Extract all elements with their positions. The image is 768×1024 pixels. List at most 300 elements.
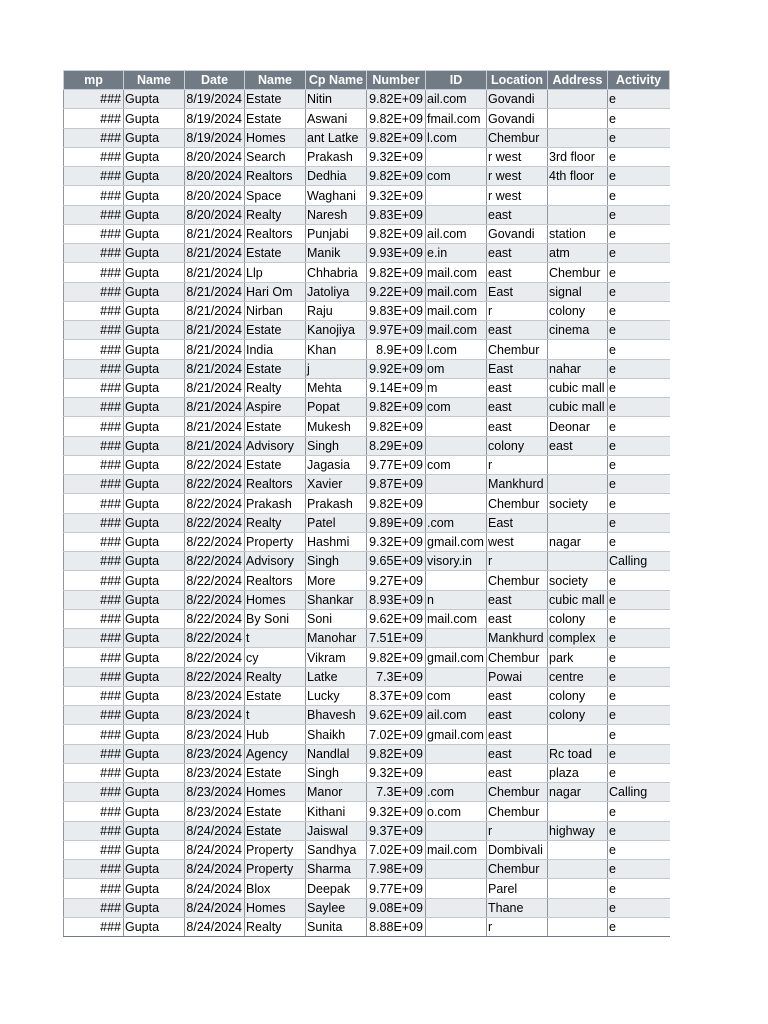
cp-name-cell[interactable]: Singh (306, 552, 367, 571)
cp-name-cell[interactable]: Shaikh (306, 725, 367, 744)
date-cell[interactable]: 8/19/2024 (185, 128, 245, 147)
date-cell[interactable]: 8/23/2024 (185, 744, 245, 763)
name-cell[interactable]: Gupta (124, 301, 185, 320)
emp-cell[interactable]: ### (64, 398, 124, 417)
number-cell[interactable]: 7.3E+09 (367, 667, 426, 686)
location-cell[interactable]: east (487, 590, 548, 609)
location-cell[interactable]: colony (487, 436, 548, 455)
company-name-cell[interactable]: Aspire (245, 398, 306, 417)
number-cell[interactable]: 9.97E+09 (367, 321, 426, 340)
company-name-cell[interactable]: Space (245, 186, 306, 205)
name-cell[interactable]: Gupta (124, 552, 185, 571)
emp-cell[interactable]: ### (64, 359, 124, 378)
emp-cell[interactable]: ### (64, 244, 124, 263)
company-name-cell[interactable]: Realtors (245, 224, 306, 243)
company-name-cell[interactable]: cy (245, 648, 306, 667)
cp-name-cell[interactable]: Raju (306, 301, 367, 320)
location-cell[interactable]: Govandi (487, 224, 548, 243)
activity-cell[interactable]: e (608, 436, 670, 455)
address-cell[interactable]: station (548, 224, 608, 243)
id-cell[interactable]: gmail.com (426, 648, 487, 667)
id-cell[interactable]: o.com (426, 802, 487, 821)
cp-name-cell[interactable]: Kanojiya (306, 321, 367, 340)
cp-name-cell[interactable]: Nitin (306, 90, 367, 109)
date-cell[interactable]: 8/22/2024 (185, 475, 245, 494)
address-cell[interactable]: 4th floor (548, 167, 608, 186)
name-cell[interactable]: Gupta (124, 128, 185, 147)
address-cell[interactable]: nagar (548, 783, 608, 802)
activity-cell[interactable]: e (608, 609, 670, 628)
number-cell[interactable]: 9.62E+09 (367, 706, 426, 725)
id-cell[interactable] (426, 879, 487, 898)
location-cell[interactable]: east (487, 321, 548, 340)
name-cell[interactable]: Gupta (124, 109, 185, 128)
activity-cell[interactable]: e (608, 686, 670, 705)
id-cell[interactable] (426, 629, 487, 648)
date-cell[interactable]: 8/24/2024 (185, 821, 245, 840)
emp-cell[interactable]: ### (64, 167, 124, 186)
date-cell[interactable]: 8/21/2024 (185, 263, 245, 282)
location-cell[interactable]: r (487, 455, 548, 474)
location-cell[interactable]: Chembur (487, 128, 548, 147)
cp-name-cell[interactable]: Latke (306, 667, 367, 686)
company-name-cell[interactable]: Agency (245, 744, 306, 763)
emp-cell[interactable]: ### (64, 186, 124, 205)
id-cell[interactable]: ail.com (426, 224, 487, 243)
activity-cell[interactable]: e (608, 186, 670, 205)
number-cell[interactable]: 7.3E+09 (367, 783, 426, 802)
activity-cell[interactable]: e (608, 725, 670, 744)
name-cell[interactable]: Gupta (124, 667, 185, 686)
activity-cell[interactable]: e (608, 455, 670, 474)
emp-cell[interactable]: ### (64, 205, 124, 224)
number-cell[interactable]: 9.83E+09 (367, 301, 426, 320)
name-cell[interactable]: Gupta (124, 475, 185, 494)
emp-cell[interactable]: ### (64, 648, 124, 667)
location-cell[interactable]: r west (487, 186, 548, 205)
company-name-cell[interactable]: Prakash (245, 494, 306, 513)
cp-name-cell[interactable]: Lucky (306, 686, 367, 705)
address-cell[interactable]: cubic mall (548, 378, 608, 397)
number-cell[interactable]: 8.29E+09 (367, 436, 426, 455)
company-name-cell[interactable]: Estate (245, 359, 306, 378)
address-cell[interactable] (548, 898, 608, 917)
number-cell[interactable]: 9.82E+09 (367, 494, 426, 513)
company-name-cell[interactable]: Hub (245, 725, 306, 744)
address-cell[interactable] (548, 128, 608, 147)
location-cell[interactable]: East (487, 359, 548, 378)
company-name-cell[interactable]: Advisory (245, 436, 306, 455)
date-cell[interactable]: 8/21/2024 (185, 224, 245, 243)
emp-cell[interactable]: ### (64, 436, 124, 455)
name-cell[interactable]: Gupta (124, 898, 185, 917)
company-name-cell[interactable]: Property (245, 840, 306, 859)
address-cell[interactable]: park (548, 648, 608, 667)
emp-cell[interactable]: ### (64, 725, 124, 744)
activity-cell[interactable]: e (608, 494, 670, 513)
address-cell[interactable]: Chembur (548, 263, 608, 282)
header-cell-cp-name[interactable]: Cp Name (306, 71, 367, 90)
address-cell[interactable]: signal (548, 282, 608, 301)
date-cell[interactable]: 8/22/2024 (185, 609, 245, 628)
company-name-cell[interactable]: By Soni (245, 609, 306, 628)
address-cell[interactable]: cinema (548, 321, 608, 340)
number-cell[interactable]: 7.51E+09 (367, 629, 426, 648)
id-cell[interactable]: .com (426, 783, 487, 802)
id-cell[interactable]: mail.com (426, 282, 487, 301)
activity-cell[interactable]: e (608, 244, 670, 263)
address-cell[interactable]: nagar (548, 532, 608, 551)
emp-cell[interactable]: ### (64, 282, 124, 301)
number-cell[interactable]: 8.37E+09 (367, 686, 426, 705)
cp-name-cell[interactable]: Sandhya (306, 840, 367, 859)
activity-cell[interactable]: e (608, 513, 670, 532)
id-cell[interactable]: m (426, 378, 487, 397)
name-cell[interactable]: Gupta (124, 244, 185, 263)
company-name-cell[interactable]: Estate (245, 417, 306, 436)
cp-name-cell[interactable]: Popat (306, 398, 367, 417)
company-name-cell[interactable]: Realty (245, 205, 306, 224)
date-cell[interactable]: 8/21/2024 (185, 282, 245, 301)
address-cell[interactable]: complex (548, 629, 608, 648)
cp-name-cell[interactable]: Hashmi (306, 532, 367, 551)
address-cell[interactable] (548, 552, 608, 571)
id-cell[interactable]: gmail.com (426, 725, 487, 744)
date-cell[interactable]: 8/24/2024 (185, 860, 245, 879)
number-cell[interactable]: 9.82E+09 (367, 417, 426, 436)
header-cell-location[interactable]: Location (487, 71, 548, 90)
header-cell-company-name[interactable]: Name (245, 71, 306, 90)
location-cell[interactable]: west (487, 532, 548, 551)
activity-cell[interactable]: e (608, 667, 670, 686)
date-cell[interactable]: 8/24/2024 (185, 917, 245, 936)
address-cell[interactable]: nahar (548, 359, 608, 378)
location-cell[interactable]: east (487, 725, 548, 744)
location-cell[interactable]: Govandi (487, 109, 548, 128)
number-cell[interactable]: 9.62E+09 (367, 609, 426, 628)
cp-name-cell[interactable]: Mukesh (306, 417, 367, 436)
number-cell[interactable]: 9.32E+09 (367, 802, 426, 821)
name-cell[interactable]: Gupta (124, 398, 185, 417)
id-cell[interactable]: com (426, 455, 487, 474)
activity-cell[interactable]: e (608, 398, 670, 417)
cp-name-cell[interactable]: Xavier (306, 475, 367, 494)
activity-cell[interactable]: e (608, 532, 670, 551)
id-cell[interactable]: visory.in (426, 552, 487, 571)
date-cell[interactable]: 8/24/2024 (185, 840, 245, 859)
company-name-cell[interactable]: Estate (245, 686, 306, 705)
emp-cell[interactable]: ### (64, 455, 124, 474)
number-cell[interactable]: 9.77E+09 (367, 879, 426, 898)
id-cell[interactable] (426, 667, 487, 686)
number-cell[interactable]: 9.65E+09 (367, 552, 426, 571)
address-cell[interactable] (548, 802, 608, 821)
number-cell[interactable]: 9.89E+09 (367, 513, 426, 532)
id-cell[interactable] (426, 917, 487, 936)
location-cell[interactable]: Chembur (487, 648, 548, 667)
header-cell-number[interactable]: Number (367, 71, 426, 90)
location-cell[interactable]: r west (487, 147, 548, 166)
id-cell[interactable] (426, 763, 487, 782)
name-cell[interactable]: Gupta (124, 917, 185, 936)
number-cell[interactable]: 9.82E+09 (367, 90, 426, 109)
name-cell[interactable]: Gupta (124, 686, 185, 705)
header-cell-id[interactable]: ID (426, 71, 487, 90)
activity-cell[interactable]: e (608, 744, 670, 763)
date-cell[interactable]: 8/23/2024 (185, 783, 245, 802)
company-name-cell[interactable]: Realty (245, 667, 306, 686)
number-cell[interactable]: 9.32E+09 (367, 186, 426, 205)
activity-cell[interactable]: e (608, 167, 670, 186)
id-cell[interactable]: gmail.com (426, 532, 487, 551)
activity-cell[interactable]: e (608, 648, 670, 667)
emp-cell[interactable]: ### (64, 860, 124, 879)
location-cell[interactable]: Parel (487, 879, 548, 898)
address-cell[interactable]: centre (548, 667, 608, 686)
activity-cell[interactable]: Calling (608, 783, 670, 802)
emp-cell[interactable]: ### (64, 629, 124, 648)
cp-name-cell[interactable]: Singh (306, 763, 367, 782)
id-cell[interactable] (426, 436, 487, 455)
emp-cell[interactable]: ### (64, 783, 124, 802)
address-cell[interactable]: east (548, 436, 608, 455)
id-cell[interactable]: e.in (426, 244, 487, 263)
company-name-cell[interactable]: Homes (245, 783, 306, 802)
date-cell[interactable]: 8/22/2024 (185, 552, 245, 571)
activity-cell[interactable]: e (608, 340, 670, 359)
number-cell[interactable]: 9.93E+09 (367, 244, 426, 263)
company-name-cell[interactable]: Advisory (245, 552, 306, 571)
emp-cell[interactable]: ### (64, 475, 124, 494)
activity-cell[interactable]: e (608, 109, 670, 128)
date-cell[interactable]: 8/23/2024 (185, 802, 245, 821)
company-name-cell[interactable]: Realty (245, 513, 306, 532)
id-cell[interactable] (426, 494, 487, 513)
date-cell[interactable]: 8/22/2024 (185, 648, 245, 667)
name-cell[interactable]: Gupta (124, 167, 185, 186)
id-cell[interactable]: l.com (426, 340, 487, 359)
location-cell[interactable]: Mankhurd (487, 629, 548, 648)
id-cell[interactable]: com (426, 167, 487, 186)
name-cell[interactable]: Gupta (124, 494, 185, 513)
name-cell[interactable]: Gupta (124, 378, 185, 397)
company-name-cell[interactable]: Search (245, 147, 306, 166)
name-cell[interactable]: Gupta (124, 359, 185, 378)
date-cell[interactable]: 8/20/2024 (185, 167, 245, 186)
company-name-cell[interactable]: Realtors (245, 167, 306, 186)
name-cell[interactable]: Gupta (124, 706, 185, 725)
id-cell[interactable] (426, 821, 487, 840)
activity-cell[interactable]: e (608, 571, 670, 590)
location-cell[interactable]: east (487, 378, 548, 397)
cp-name-cell[interactable]: Nandlal (306, 744, 367, 763)
number-cell[interactable]: 9.22E+09 (367, 282, 426, 301)
cp-name-cell[interactable]: Naresh (306, 205, 367, 224)
activity-cell[interactable]: e (608, 378, 670, 397)
company-name-cell[interactable]: Estate (245, 244, 306, 263)
emp-cell[interactable]: ### (64, 494, 124, 513)
id-cell[interactable]: mail.com (426, 840, 487, 859)
header-cell-address[interactable]: Address (548, 71, 608, 90)
location-cell[interactable]: r (487, 821, 548, 840)
location-cell[interactable]: Chembur (487, 340, 548, 359)
cp-name-cell[interactable]: Singh (306, 436, 367, 455)
date-cell[interactable]: 8/21/2024 (185, 378, 245, 397)
date-cell[interactable]: 8/21/2024 (185, 321, 245, 340)
cp-name-cell[interactable]: Soni (306, 609, 367, 628)
id-cell[interactable] (426, 186, 487, 205)
number-cell[interactable]: 9.83E+09 (367, 205, 426, 224)
emp-cell[interactable]: ### (64, 224, 124, 243)
emp-cell[interactable]: ### (64, 917, 124, 936)
number-cell[interactable]: 9.82E+09 (367, 224, 426, 243)
name-cell[interactable]: Gupta (124, 879, 185, 898)
activity-cell[interactable]: e (608, 590, 670, 609)
activity-cell[interactable]: e (608, 763, 670, 782)
date-cell[interactable]: 8/21/2024 (185, 340, 245, 359)
address-cell[interactable] (548, 205, 608, 224)
date-cell[interactable]: 8/23/2024 (185, 763, 245, 782)
activity-cell[interactable]: e (608, 840, 670, 859)
location-cell[interactable]: Govandi (487, 90, 548, 109)
name-cell[interactable]: Gupta (124, 90, 185, 109)
company-name-cell[interactable]: Estate (245, 763, 306, 782)
date-cell[interactable]: 8/22/2024 (185, 571, 245, 590)
company-name-cell[interactable]: Realty (245, 917, 306, 936)
company-name-cell[interactable]: Estate (245, 321, 306, 340)
id-cell[interactable]: fmail.com (426, 109, 487, 128)
number-cell[interactable]: 9.82E+09 (367, 167, 426, 186)
name-cell[interactable]: Gupta (124, 821, 185, 840)
location-cell[interactable]: Powai (487, 667, 548, 686)
id-cell[interactable] (426, 744, 487, 763)
address-cell[interactable] (548, 860, 608, 879)
company-name-cell[interactable]: India (245, 340, 306, 359)
number-cell[interactable]: 8.88E+09 (367, 917, 426, 936)
address-cell[interactable] (548, 455, 608, 474)
address-cell[interactable]: atm (548, 244, 608, 263)
name-cell[interactable]: Gupta (124, 763, 185, 782)
name-cell[interactable]: Gupta (124, 205, 185, 224)
company-name-cell[interactable]: Property (245, 860, 306, 879)
emp-cell[interactable]: ### (64, 840, 124, 859)
address-cell[interactable]: 3rd floor (548, 147, 608, 166)
id-cell[interactable]: om (426, 359, 487, 378)
emp-cell[interactable]: ### (64, 340, 124, 359)
company-name-cell[interactable]: Homes (245, 128, 306, 147)
address-cell[interactable] (548, 879, 608, 898)
emp-cell[interactable]: ### (64, 90, 124, 109)
activity-cell[interactable]: e (608, 321, 670, 340)
emp-cell[interactable]: ### (64, 513, 124, 532)
location-cell[interactable]: east (487, 417, 548, 436)
date-cell[interactable]: 8/21/2024 (185, 244, 245, 263)
location-cell[interactable]: east (487, 609, 548, 628)
cp-name-cell[interactable]: Manohar (306, 629, 367, 648)
name-cell[interactable]: Gupta (124, 744, 185, 763)
number-cell[interactable]: 9.82E+09 (367, 263, 426, 282)
company-name-cell[interactable]: Hari Om (245, 282, 306, 301)
name-cell[interactable]: Gupta (124, 513, 185, 532)
name-cell[interactable]: Gupta (124, 783, 185, 802)
cp-name-cell[interactable]: Vikram (306, 648, 367, 667)
id-cell[interactable]: mail.com (426, 609, 487, 628)
address-cell[interactable]: cubic mall (548, 398, 608, 417)
emp-cell[interactable]: ### (64, 571, 124, 590)
address-cell[interactable]: colony (548, 301, 608, 320)
date-cell[interactable]: 8/24/2024 (185, 898, 245, 917)
address-cell[interactable]: Deonar (548, 417, 608, 436)
number-cell[interactable]: 9.87E+09 (367, 475, 426, 494)
id-cell[interactable]: mail.com (426, 263, 487, 282)
company-name-cell[interactable]: Property (245, 532, 306, 551)
id-cell[interactable]: .com (426, 513, 487, 532)
cp-name-cell[interactable]: Chhabria (306, 263, 367, 282)
id-cell[interactable]: com (426, 686, 487, 705)
emp-cell[interactable]: ### (64, 609, 124, 628)
number-cell[interactable]: 7.02E+09 (367, 725, 426, 744)
location-cell[interactable]: East (487, 282, 548, 301)
emp-cell[interactable]: ### (64, 147, 124, 166)
name-cell[interactable]: Gupta (124, 147, 185, 166)
location-cell[interactable]: east (487, 763, 548, 782)
cp-name-cell[interactable]: Dedhia (306, 167, 367, 186)
number-cell[interactable]: 9.82E+09 (367, 109, 426, 128)
cp-name-cell[interactable]: Mehta (306, 378, 367, 397)
emp-cell[interactable]: ### (64, 417, 124, 436)
emp-cell[interactable]: ### (64, 763, 124, 782)
address-cell[interactable] (548, 917, 608, 936)
activity-cell[interactable]: e (608, 417, 670, 436)
name-cell[interactable]: Gupta (124, 340, 185, 359)
cp-name-cell[interactable]: Jagasia (306, 455, 367, 474)
emp-cell[interactable]: ### (64, 667, 124, 686)
number-cell[interactable]: 9.82E+09 (367, 398, 426, 417)
name-cell[interactable]: Gupta (124, 629, 185, 648)
number-cell[interactable]: 9.32E+09 (367, 763, 426, 782)
address-cell[interactable] (548, 90, 608, 109)
location-cell[interactable]: Chembur (487, 802, 548, 821)
name-cell[interactable]: Gupta (124, 186, 185, 205)
location-cell[interactable]: r (487, 917, 548, 936)
name-cell[interactable]: Gupta (124, 609, 185, 628)
id-cell[interactable]: mail.com (426, 321, 487, 340)
date-cell[interactable]: 8/20/2024 (185, 186, 245, 205)
company-name-cell[interactable]: Estate (245, 109, 306, 128)
name-cell[interactable]: Gupta (124, 224, 185, 243)
cp-name-cell[interactable]: Jaiswal (306, 821, 367, 840)
number-cell[interactable]: 9.37E+09 (367, 821, 426, 840)
cp-name-cell[interactable]: Jatoliya (306, 282, 367, 301)
activity-cell[interactable]: e (608, 898, 670, 917)
id-cell[interactable] (426, 571, 487, 590)
company-name-cell[interactable]: Realtors (245, 571, 306, 590)
date-cell[interactable]: 8/23/2024 (185, 706, 245, 725)
number-cell[interactable]: 9.82E+09 (367, 648, 426, 667)
date-cell[interactable]: 8/21/2024 (185, 359, 245, 378)
activity-cell[interactable]: e (608, 301, 670, 320)
cp-name-cell[interactable]: ant Latke (306, 128, 367, 147)
emp-cell[interactable]: ### (64, 821, 124, 840)
emp-cell[interactable]: ### (64, 879, 124, 898)
date-cell[interactable]: 8/24/2024 (185, 879, 245, 898)
cp-name-cell[interactable]: More (306, 571, 367, 590)
location-cell[interactable]: r west (487, 167, 548, 186)
number-cell[interactable]: 7.02E+09 (367, 840, 426, 859)
name-cell[interactable]: Gupta (124, 590, 185, 609)
number-cell[interactable]: 8.93E+09 (367, 590, 426, 609)
id-cell[interactable] (426, 205, 487, 224)
